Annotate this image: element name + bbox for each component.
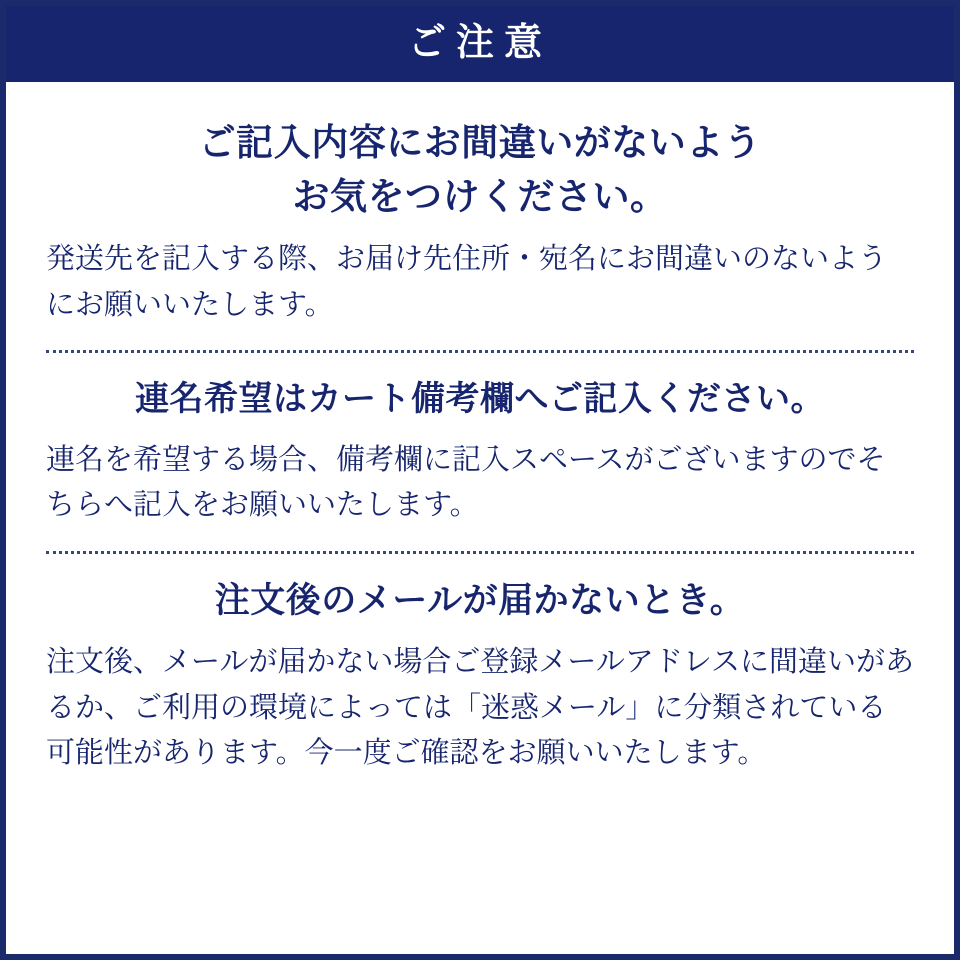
notice-section-email [46,554,914,776]
section-address-title-line1: ご記入内容にお間違いがないよう [198,122,762,163]
section-email-body: 注文後、メールが届かない場合ご登録メールアドレスに間違いがあるか、ご利用の環境によっては「迷惑メール」に分類されている可能性があります。今一度ご確認をお願いいたします。 [46,646,914,769]
section-joint-name-body: 連名を希望する場合、備考欄に記入スペースがございますのでそちらへ記入をお願いいたします。 [46,444,886,522]
notice-banner-title: ご注意 [6,6,954,82]
section-divider-1 [46,350,914,353]
section-joint-name-title: 連名希望はカート備考欄へご記入ください。 [135,379,825,418]
notice-content [6,82,954,954]
notice-section-address [46,90,914,328]
section-email-title: 注文後のメールが届かないとき。 [214,580,746,620]
section-address-body: 発送先を記入する際、お届け先住所・宛名にお間違いのないようにお願いいたします。 [46,243,888,321]
notice-section-joint-name [46,353,914,529]
section-divider-2 [46,551,914,554]
section-address-title-line2: お気をつけください。 [292,175,668,217]
section-address-title [46,116,914,223]
